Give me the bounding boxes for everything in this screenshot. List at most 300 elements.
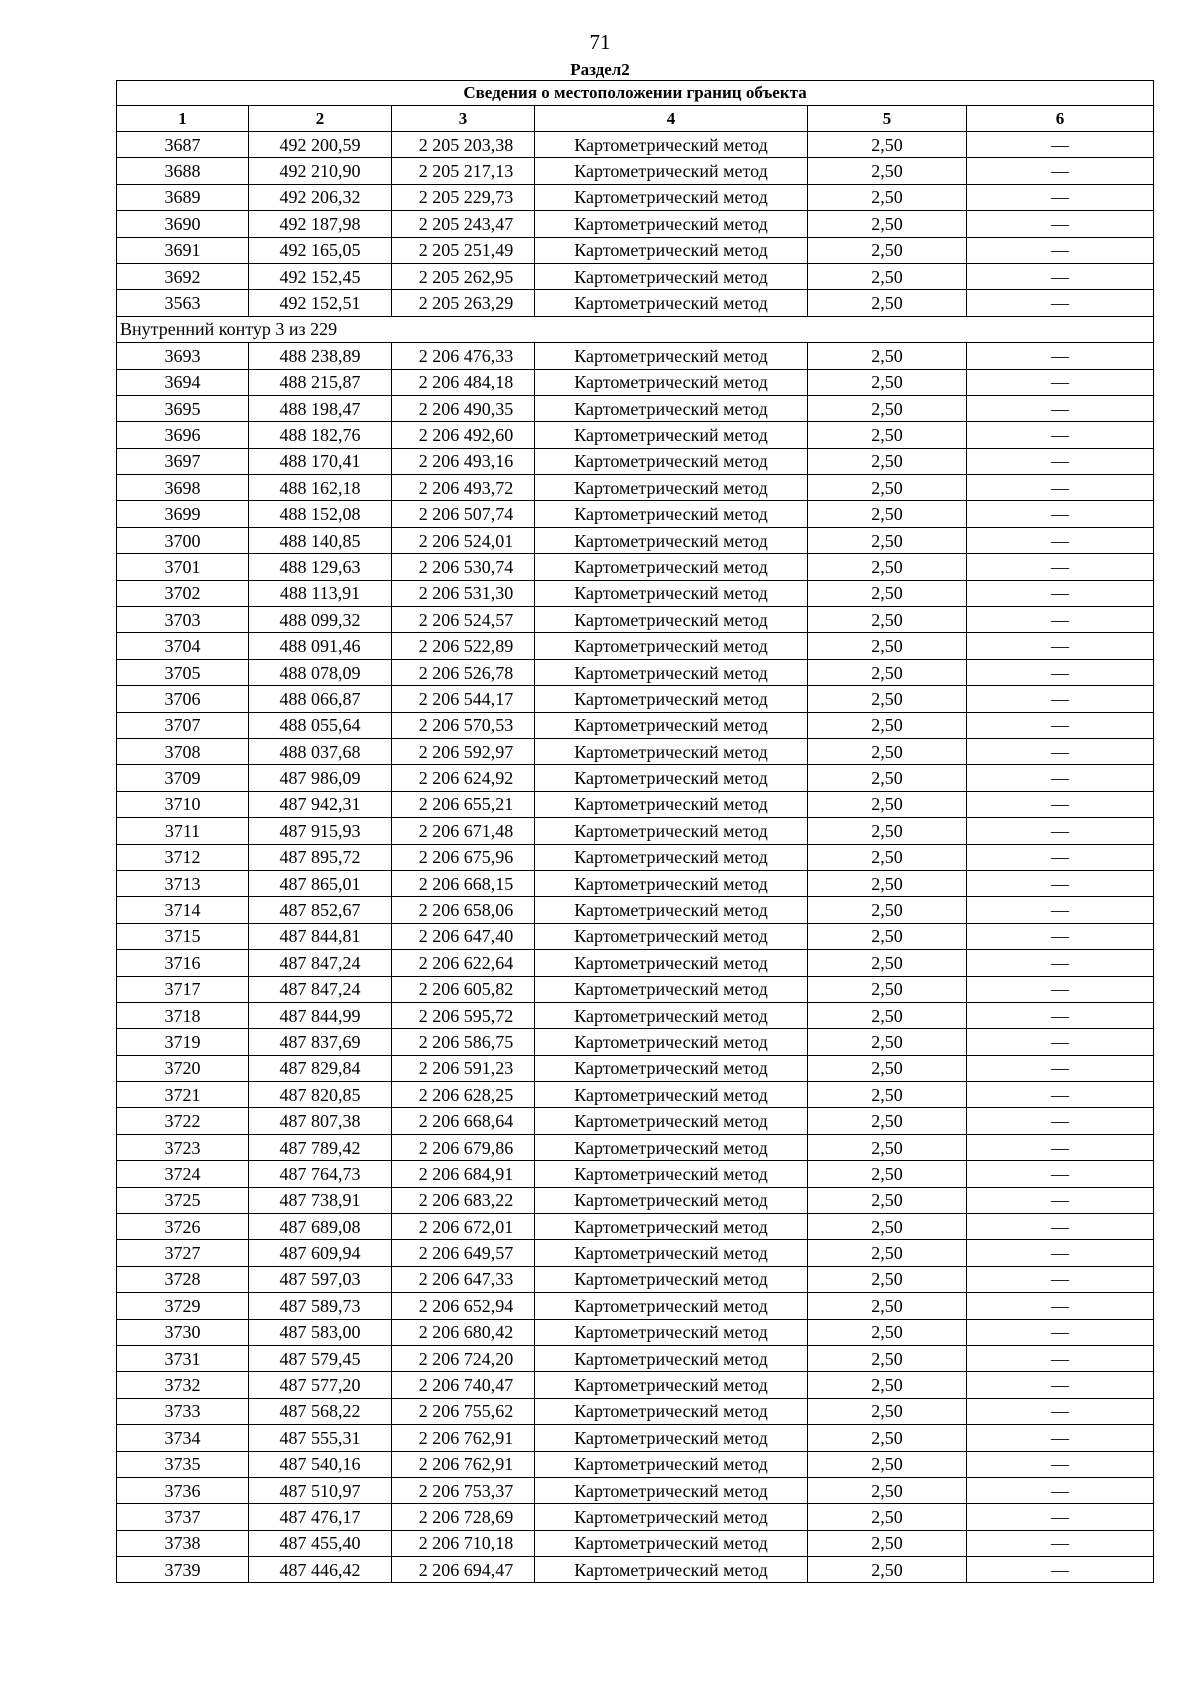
point-number-cell: 3737 [117,1504,249,1530]
y-coordinate-cell: 2 205 262,95 [392,263,535,289]
y-coordinate-cell: 2 206 679,86 [392,1134,535,1160]
point-number-cell: 3697 [117,448,249,474]
method-cell: Картометрический метод [535,1187,808,1213]
method-cell: Картометрический метод [535,738,808,764]
y-coordinate-cell: 2 206 710,18 [392,1530,535,1556]
point-number-cell: 3734 [117,1425,249,1451]
y-coordinate-cell: 2 206 762,91 [392,1451,535,1477]
column-number: 3 [392,106,535,132]
method-cell: Картометрический метод [535,211,808,237]
method-cell: Картометрический метод [535,950,808,976]
accuracy-cell: 2,50 [808,1240,967,1266]
table-row [117,976,1154,1002]
method-cell: Картометрический метод [535,607,808,633]
accuracy-cell: 2,50 [808,158,967,184]
y-coordinate-cell: 2 206 624,92 [392,765,535,791]
method-cell: Картометрический метод [535,527,808,553]
y-coordinate-cell: 2 206 675,96 [392,844,535,870]
point-number-cell: 3714 [117,897,249,923]
column-number: 6 [967,106,1154,132]
description-cell: — [967,844,1154,870]
method-cell: Картометрический метод [535,659,808,685]
description-cell: — [967,659,1154,685]
method-cell: Картометрический метод [535,580,808,606]
description-cell: — [967,395,1154,421]
method-cell: Картометрический метод [535,1082,808,1108]
description-cell: — [967,527,1154,553]
page-number: 71 [589,30,611,54]
description-cell: — [967,1557,1154,1583]
accuracy-cell: 2,50 [808,211,967,237]
point-number-cell: 3733 [117,1398,249,1424]
method-cell: Картометрический метод [535,1293,808,1319]
accuracy-cell: 2,50 [808,950,967,976]
y-coordinate-cell: 2 206 755,62 [392,1398,535,1424]
y-coordinate-cell: 2 206 762,91 [392,1425,535,1451]
accuracy-cell: 2,50 [808,475,967,501]
method-cell: Картометрический метод [535,712,808,738]
accuracy-cell: 2,50 [808,1187,967,1213]
accuracy-cell: 2,50 [808,1214,967,1240]
point-number-cell: 3715 [117,923,249,949]
y-coordinate-cell: 2 206 728,69 [392,1504,535,1530]
table-row [117,950,1154,976]
x-coordinate-cell: 487 844,99 [249,1002,392,1028]
description-cell: — [967,475,1154,501]
description-cell: — [967,501,1154,527]
x-coordinate-cell: 488 140,85 [249,527,392,553]
method-cell: Картометрический метод [535,791,808,817]
y-coordinate-cell: 2 206 647,40 [392,923,535,949]
point-number-cell: 3692 [117,263,249,289]
table-row [117,1425,1154,1451]
description-cell: — [967,633,1154,659]
method-cell: Картометрический метод [535,818,808,844]
y-coordinate-cell: 2 206 683,22 [392,1187,535,1213]
accuracy-cell: 2,50 [808,501,967,527]
x-coordinate-cell: 487 476,17 [249,1504,392,1530]
table-row [117,1240,1154,1266]
description-cell: — [967,738,1154,764]
x-coordinate-cell: 487 915,93 [249,818,392,844]
y-coordinate-cell: 2 206 649,57 [392,1240,535,1266]
method-cell: Картометрический метод [535,1451,808,1477]
accuracy-cell: 2,50 [808,1319,967,1345]
method-cell: Картометрический метод [535,1266,808,1292]
accuracy-cell: 2,50 [808,184,967,210]
table-row [117,1029,1154,1055]
x-coordinate-cell: 488 055,64 [249,712,392,738]
y-coordinate-cell: 2 206 570,53 [392,712,535,738]
accuracy-cell: 2,50 [808,369,967,395]
accuracy-cell: 2,50 [808,1398,967,1424]
table-row [117,448,1154,474]
table-row [117,1504,1154,1530]
y-coordinate-cell: 2 206 524,01 [392,527,535,553]
method-cell: Картометрический метод [535,923,808,949]
x-coordinate-cell: 487 986,09 [249,765,392,791]
accuracy-cell: 2,50 [808,448,967,474]
description-cell: — [967,211,1154,237]
table-row [117,132,1154,158]
accuracy-cell: 2,50 [808,554,967,580]
description-cell: — [967,184,1154,210]
method-cell: Картометрический метод [535,844,808,870]
description-cell: — [967,1187,1154,1213]
table-row [117,1293,1154,1319]
description-cell: — [967,897,1154,923]
y-coordinate-cell: 2 206 647,33 [392,1266,535,1292]
method-cell: Картометрический метод [535,1477,808,1503]
point-number-cell: 3563 [117,290,249,316]
x-coordinate-cell: 488 129,63 [249,554,392,580]
x-coordinate-cell: 487 847,24 [249,976,392,1002]
table-row [117,1214,1154,1240]
point-number-cell: 3738 [117,1530,249,1556]
y-coordinate-cell: 2 206 530,74 [392,554,535,580]
table-row [117,738,1154,764]
y-coordinate-cell: 2 206 531,30 [392,580,535,606]
description-cell: — [967,1345,1154,1371]
x-coordinate-cell: 488 113,91 [249,580,392,606]
description-cell: — [967,765,1154,791]
x-coordinate-cell: 487 579,45 [249,1345,392,1371]
point-number-cell: 3732 [117,1372,249,1398]
table-row [117,211,1154,237]
method-cell: Картометрический метод [535,263,808,289]
description-cell: — [967,1477,1154,1503]
y-coordinate-cell: 2 206 668,15 [392,870,535,896]
x-coordinate-cell: 488 170,41 [249,448,392,474]
y-coordinate-cell: 2 206 694,47 [392,1557,535,1583]
x-coordinate-cell: 492 200,59 [249,132,392,158]
description-cell: — [967,237,1154,263]
y-coordinate-cell: 2 206 586,75 [392,1029,535,1055]
accuracy-cell: 2,50 [808,1266,967,1292]
method-cell: Картометрический метод [535,1372,808,1398]
description-cell: — [967,1504,1154,1530]
accuracy-cell: 2,50 [808,1029,967,1055]
accuracy-cell: 2,50 [808,1425,967,1451]
accuracy-cell: 2,50 [808,659,967,685]
x-coordinate-cell: 488 091,46 [249,633,392,659]
method-cell: Картометрический метод [535,1530,808,1556]
table-row [117,633,1154,659]
table-row [117,395,1154,421]
point-number-cell: 3716 [117,950,249,976]
table-row [117,158,1154,184]
accuracy-cell: 2,50 [808,870,967,896]
accuracy-cell: 2,50 [808,527,967,553]
point-number-cell: 3722 [117,1108,249,1134]
accuracy-cell: 2,50 [808,818,967,844]
point-number-cell: 3731 [117,1345,249,1371]
point-number-cell: 3726 [117,1214,249,1240]
x-coordinate-cell: 492 210,90 [249,158,392,184]
description-cell: — [967,1214,1154,1240]
method-cell: Картометрический метод [535,1214,808,1240]
x-coordinate-cell: 487 829,84 [249,1055,392,1081]
y-coordinate-cell: 2 206 668,64 [392,1108,535,1134]
description-cell: — [967,422,1154,448]
description-cell: — [967,1372,1154,1398]
description-cell: — [967,1293,1154,1319]
table-body [117,132,1154,1583]
accuracy-cell: 2,50 [808,263,967,289]
description-cell: — [967,1319,1154,1345]
y-coordinate-cell: 2 206 484,18 [392,369,535,395]
table-row [117,343,1154,369]
description-cell: — [967,1161,1154,1187]
description-cell: — [967,132,1154,158]
y-coordinate-cell: 2 205 263,29 [392,290,535,316]
point-number-cell: 3718 [117,1002,249,1028]
description-cell: — [967,1108,1154,1134]
boundary-table-container [116,80,1153,1583]
accuracy-cell: 2,50 [808,1504,967,1530]
x-coordinate-cell: 487 764,73 [249,1161,392,1187]
y-coordinate-cell: 2 206 628,25 [392,1082,535,1108]
x-coordinate-cell: 487 738,91 [249,1187,392,1213]
point-number-cell: 3704 [117,633,249,659]
point-number-cell: 3724 [117,1161,249,1187]
description-cell: — [967,1055,1154,1081]
x-coordinate-cell: 487 789,42 [249,1134,392,1160]
table-row [117,554,1154,580]
table-row [117,1345,1154,1371]
table-row [117,1319,1154,1345]
description-cell: — [967,343,1154,369]
accuracy-cell: 2,50 [808,686,967,712]
y-coordinate-cell: 2 206 493,16 [392,448,535,474]
table-row [117,1187,1154,1213]
x-coordinate-cell: 487 446,42 [249,1557,392,1583]
description-cell: — [967,870,1154,896]
point-number-cell: 3723 [117,1134,249,1160]
description-cell: — [967,1530,1154,1556]
x-coordinate-cell: 488 215,87 [249,369,392,395]
method-cell: Картометрический метод [535,290,808,316]
table-row [117,263,1154,289]
y-coordinate-cell: 2 206 724,20 [392,1345,535,1371]
accuracy-cell: 2,50 [808,897,967,923]
table-row [117,1530,1154,1556]
y-coordinate-cell: 2 206 595,72 [392,1002,535,1028]
x-coordinate-cell: 487 820,85 [249,1082,392,1108]
point-number-cell: 3727 [117,1240,249,1266]
point-number-cell: 3719 [117,1029,249,1055]
method-cell: Картометрический метод [535,1398,808,1424]
x-coordinate-cell: 487 455,40 [249,1530,392,1556]
point-number-cell: 3698 [117,475,249,501]
table-row [117,791,1154,817]
column-number-row [117,106,1154,132]
table-row [117,1002,1154,1028]
y-coordinate-cell: 2 205 229,73 [392,184,535,210]
table-row [117,184,1154,210]
method-cell: Картометрический метод [535,132,808,158]
x-coordinate-cell: 488 037,68 [249,738,392,764]
method-cell: Картометрический метод [535,1134,808,1160]
table-row [117,290,1154,316]
description-cell: — [967,448,1154,474]
column-number: 4 [535,106,808,132]
description-cell: — [967,1029,1154,1055]
point-number-cell: 3689 [117,184,249,210]
accuracy-cell: 2,50 [808,1108,967,1134]
point-number-cell: 3705 [117,659,249,685]
description-cell: — [967,1002,1154,1028]
accuracy-cell: 2,50 [808,633,967,659]
x-coordinate-cell: 487 577,20 [249,1372,392,1398]
method-cell: Картометрический метод [535,1029,808,1055]
accuracy-cell: 2,50 [808,1557,967,1583]
method-cell: Картометрический метод [535,475,808,501]
description-cell: — [967,158,1154,184]
table-row [117,369,1154,395]
y-coordinate-cell: 2 206 605,82 [392,976,535,1002]
method-cell: Картометрический метод [535,343,808,369]
table-row [117,1557,1154,1583]
table-row [117,580,1154,606]
x-coordinate-cell: 488 099,32 [249,607,392,633]
y-coordinate-cell: 2 206 622,64 [392,950,535,976]
accuracy-cell: 2,50 [808,607,967,633]
y-coordinate-cell: 2 206 680,42 [392,1319,535,1345]
point-number-cell: 3717 [117,976,249,1002]
point-number-cell: 3728 [117,1266,249,1292]
accuracy-cell: 2,50 [808,1002,967,1028]
y-coordinate-cell: 2 206 671,48 [392,818,535,844]
method-cell: Картометрический метод [535,1108,808,1134]
table-row [117,1134,1154,1160]
accuracy-cell: 2,50 [808,1345,967,1371]
accuracy-cell: 2,50 [808,290,967,316]
method-cell: Картометрический метод [535,1504,808,1530]
accuracy-cell: 2,50 [808,712,967,738]
x-coordinate-cell: 492 206,32 [249,184,392,210]
y-coordinate-cell: 2 206 507,74 [392,501,535,527]
accuracy-cell: 2,50 [808,1293,967,1319]
y-coordinate-cell: 2 206 524,57 [392,607,535,633]
contour-section-row [117,316,1154,342]
section-title: Раздел2 [570,60,630,79]
y-coordinate-cell: 2 206 490,35 [392,395,535,421]
y-coordinate-cell: 2 206 684,91 [392,1161,535,1187]
accuracy-cell: 2,50 [808,976,967,1002]
accuracy-cell: 2,50 [808,738,967,764]
table-row [117,923,1154,949]
table-row [117,765,1154,791]
x-coordinate-cell: 487 689,08 [249,1214,392,1240]
table-row [117,1477,1154,1503]
y-coordinate-cell: 2 205 203,38 [392,132,535,158]
column-number: 5 [808,106,967,132]
x-coordinate-cell: 487 844,81 [249,923,392,949]
point-number-cell: 3711 [117,818,249,844]
point-number-cell: 3691 [117,237,249,263]
description-cell: — [967,1398,1154,1424]
table-row [117,475,1154,501]
y-coordinate-cell: 2 205 217,13 [392,158,535,184]
table-row [117,870,1154,896]
description-cell: — [967,1425,1154,1451]
y-coordinate-cell: 2 206 591,23 [392,1055,535,1081]
y-coordinate-cell: 2 206 652,94 [392,1293,535,1319]
table-row [117,607,1154,633]
method-cell: Картометрический метод [535,897,808,923]
point-number-cell: 3690 [117,211,249,237]
boundary-coordinates-table [116,80,1154,1583]
method-cell: Картометрический метод [535,1425,808,1451]
table-row [117,1161,1154,1187]
table-row [117,237,1154,263]
point-number-cell: 3708 [117,738,249,764]
x-coordinate-cell: 487 555,31 [249,1425,392,1451]
method-cell: Картометрический метод [535,1055,808,1081]
point-number-cell: 3707 [117,712,249,738]
x-coordinate-cell: 488 152,08 [249,501,392,527]
description-cell: — [967,923,1154,949]
accuracy-cell: 2,50 [808,580,967,606]
y-coordinate-cell: 2 206 740,47 [392,1372,535,1398]
x-coordinate-cell: 487 852,67 [249,897,392,923]
point-number-cell: 3725 [117,1187,249,1213]
accuracy-cell: 2,50 [808,395,967,421]
method-cell: Картометрический метод [535,501,808,527]
accuracy-cell: 2,50 [808,844,967,870]
column-number: 2 [249,106,392,132]
x-coordinate-cell: 487 895,72 [249,844,392,870]
table-row [117,844,1154,870]
accuracy-cell: 2,50 [808,1082,967,1108]
point-number-cell: 3721 [117,1082,249,1108]
point-number-cell: 3720 [117,1055,249,1081]
point-number-cell: 3713 [117,870,249,896]
table-row [117,712,1154,738]
x-coordinate-cell: 487 942,31 [249,791,392,817]
point-number-cell: 3709 [117,765,249,791]
y-coordinate-cell: 2 206 522,89 [392,633,535,659]
point-number-cell: 3701 [117,554,249,580]
y-coordinate-cell: 2 205 251,49 [392,237,535,263]
x-coordinate-cell: 488 078,09 [249,659,392,685]
table-row [117,818,1154,844]
description-cell: — [967,1451,1154,1477]
point-number-cell: 3694 [117,369,249,395]
x-coordinate-cell: 492 187,98 [249,211,392,237]
point-number-cell: 3688 [117,158,249,184]
method-cell: Картометрический метод [535,976,808,1002]
x-coordinate-cell: 488 182,76 [249,422,392,448]
description-cell: — [967,554,1154,580]
accuracy-cell: 2,50 [808,1451,967,1477]
point-number-cell: 3739 [117,1557,249,1583]
accuracy-cell: 2,50 [808,791,967,817]
description-cell: — [967,607,1154,633]
x-coordinate-cell: 488 162,18 [249,475,392,501]
method-cell: Картометрический метод [535,686,808,712]
y-coordinate-cell: 2 206 753,37 [392,1477,535,1503]
x-coordinate-cell: 488 198,47 [249,395,392,421]
y-coordinate-cell: 2 206 672,01 [392,1214,535,1240]
method-cell: Картометрический метод [535,1240,808,1266]
x-coordinate-cell: 487 837,69 [249,1029,392,1055]
x-coordinate-cell: 487 865,01 [249,870,392,896]
method-cell: Картометрический метод [535,237,808,263]
x-coordinate-cell: 488 066,87 [249,686,392,712]
x-coordinate-cell: 487 583,00 [249,1319,392,1345]
